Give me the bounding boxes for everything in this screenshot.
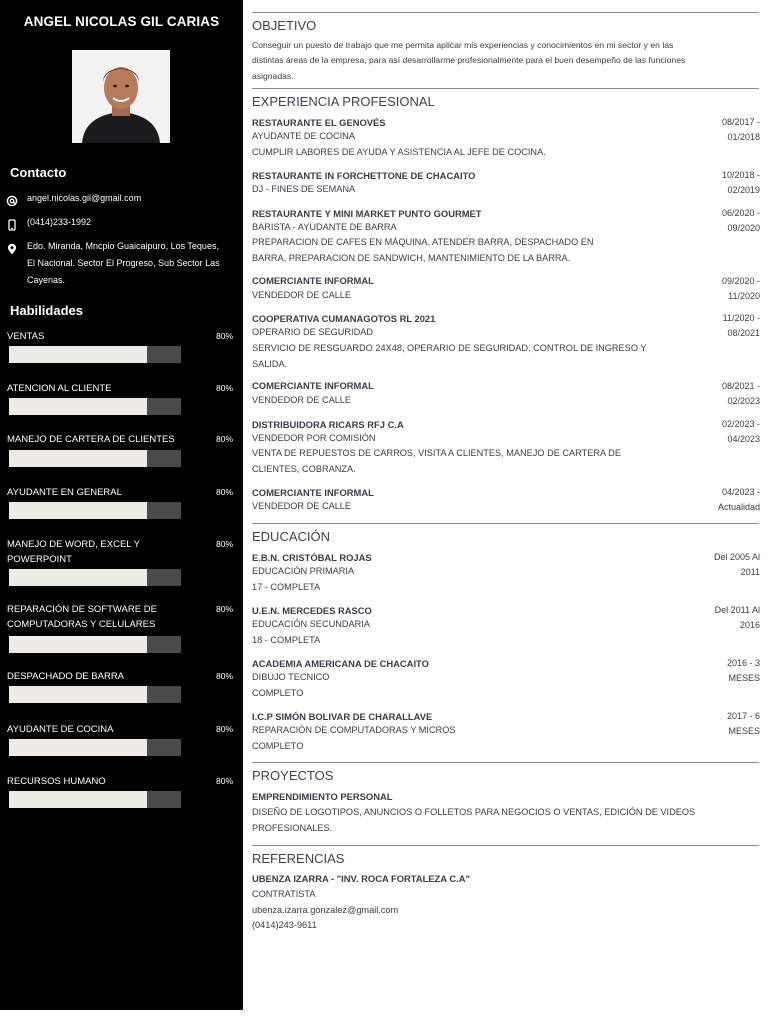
- job-role: BARISTA - AYUDANTE DE BARRA: [252, 222, 397, 232]
- education-school: U.E.N. MERCEDES RASCO: [252, 605, 372, 616]
- contact-phone[interactable]: (0414)233-1992: [27, 217, 92, 227]
- reference-name: UBENZA IZARRA - "INV. ROCA FORTALEZA C.A": [252, 873, 470, 884]
- objective-heading: OBJETIVO: [252, 18, 317, 33]
- education-detail: [252, 564, 692, 595]
- section-divider: [252, 762, 759, 763]
- skill-percent: 80%: [216, 539, 234, 549]
- section-divider: [252, 845, 759, 846]
- skill-percent: 80%: [216, 671, 234, 681]
- skill-label: DESPACHADO DE BARRA: [7, 671, 125, 682]
- skill-bar-fill: [9, 791, 147, 808]
- date-line: 08/2021: [727, 328, 760, 338]
- contact-heading: Contacto: [10, 165, 67, 180]
- text-line: BARRA, PREPARACION DE SANDWICH, MANTENIMIENTO DE LA BARRA.: [252, 252, 571, 263]
- skill-label: ATENCION AL CLIENTE: [7, 383, 112, 394]
- job-dates: [670, 311, 760, 341]
- text-line: PROFESIONALES.: [252, 822, 333, 833]
- job-role: OPERARIO DE SEGURIDAD: [252, 327, 373, 337]
- date-line: 09/2020 -: [721, 276, 760, 286]
- skill-bar: [9, 739, 181, 756]
- job-company: COOPERATIVA CUMANAGOTOS RL 2021: [252, 313, 436, 324]
- text-line: 18 - COMPLETA: [252, 634, 321, 645]
- job-company: COMERCIANTE INFORMAL: [252, 275, 374, 286]
- phone-icon: [6, 218, 18, 230]
- job-role: DJ - FINES DE SEMANA: [252, 184, 356, 194]
- date-line: 2017 - 6: [726, 711, 760, 721]
- job-company: COMERCIANTE INFORMAL: [252, 487, 374, 498]
- job-dates: [670, 115, 760, 145]
- text-line: PREPARACION DE CAFES EN MÁQUINA, ATENDER BARRA, DESPACHADO EN: [252, 237, 594, 247]
- job-role: VENDEDOR DE CALLE: [252, 290, 352, 300]
- education-school: E.B.N. CRISTÓBAL ROJAS: [252, 552, 372, 563]
- job-dates: [670, 168, 760, 198]
- candidate-name: ANGEL NICOLAS GIL CARIAS: [23, 14, 220, 29]
- education-school: ACADEMIA AMERICANA DE CHACAITO: [252, 658, 429, 669]
- education-dates: [670, 550, 760, 580]
- skill-percent: 80%: [216, 331, 234, 341]
- job-dates: [670, 485, 760, 515]
- job-description: CUMPLIR LABORES DE AYUDA Y ASISTENCIA AL JEFE DE COCINA.: [252, 147, 546, 157]
- education-heading: EDUCACIÓN: [252, 529, 331, 544]
- text-line: SALIDA.: [252, 358, 288, 369]
- skill-label: REPARACIÓN DE SOFTWARE DE COMPUTADORAS Y CELULARES: [7, 604, 157, 630]
- location-pin-icon: [6, 242, 18, 254]
- reference-email[interactable]: ubenza.izarra.gonzalez@gmail.com: [252, 905, 399, 915]
- skill-percent: 80%: [216, 487, 234, 497]
- job-description: [252, 341, 692, 372]
- text-line: COMPLETO: [252, 687, 304, 698]
- skill-bar-fill: [9, 398, 147, 415]
- projects-heading: PROYECTOS: [252, 768, 334, 783]
- experience-heading: EXPERIENCIA PROFESIONAL: [252, 94, 435, 109]
- date-line: Del 2005 Al: [713, 552, 760, 562]
- skill-bar-fill: [9, 686, 147, 703]
- skill-label: AYUDANTE DE COCINA: [7, 724, 114, 735]
- section-divider: [252, 88, 759, 89]
- job-company: DISTRIBUIDORA RICARS RFJ C.A: [252, 419, 404, 430]
- date-line: 02/2023: [727, 396, 760, 406]
- job-company: COMERCIANTE INFORMAL: [252, 380, 374, 391]
- skill-label: MANEJO DE CARTERA DE CLIENTES: [7, 434, 175, 445]
- education-dates: [670, 709, 760, 739]
- date-line: Actualidad: [717, 502, 760, 512]
- text-line: SERVICIO DE RESGUARDO 24X48, OPERARIO DE SEGURIDAD, CONTROL DE INGRESO Y: [252, 343, 647, 353]
- text-line: distintas áreas de la empresa, para así desarrollarme profesionalmente para el buen desempeño de las funciones: [252, 55, 686, 66]
- education-detail: [252, 723, 692, 754]
- skill-percent: 80%: [216, 604, 234, 614]
- project-name: EMPRENDIMIENTO PERSONAL: [252, 791, 393, 802]
- skill-label: VENTAS: [7, 331, 45, 342]
- skill-label: MANEJO DE WORD, EXCEL Y POWERPOINT: [7, 539, 140, 565]
- reference-phone[interactable]: (0414)243-9611: [252, 920, 317, 930]
- date-line: 02/2023 -: [721, 419, 760, 429]
- skill-bar-fill: [9, 739, 147, 756]
- skill-bar: [9, 686, 181, 703]
- date-line: 02/2019: [727, 185, 760, 195]
- contact-address: [27, 238, 241, 289]
- job-company: RESTAURANTE IN FORCHETTONE DE CHACAITO: [252, 170, 476, 181]
- section-divider: [252, 12, 759, 13]
- text-line: DIBUJO TECNICO: [252, 672, 330, 682]
- date-line: MESES: [728, 726, 760, 736]
- skill-bar: [9, 346, 181, 363]
- skill-bar: [9, 450, 181, 467]
- skill-percent: 80%: [216, 383, 234, 393]
- text-line: REPARACIÓN DE COMPUTADORAS Y MICROS: [252, 725, 456, 735]
- education-school: I.C.P SIMÓN BOLIVAR DE CHARALLAVE: [252, 711, 433, 722]
- date-line: 2011: [740, 567, 760, 577]
- text-line: Conseguir un puesto de trabajo que me permita aplicar mis experiencias y conocimientos en mi sector y en las: [252, 40, 674, 50]
- job-dates: [670, 274, 760, 304]
- job-company: RESTAURANTE EL GENOVÉS: [252, 117, 386, 128]
- education-detail: [252, 670, 692, 701]
- at-sign-icon: [6, 194, 18, 206]
- job-dates: [670, 206, 760, 236]
- education-dates: [670, 656, 760, 686]
- address-line: Cayenas.: [27, 275, 66, 285]
- skill-percent: 80%: [216, 434, 234, 444]
- address-line: El Nacional. Sector El Progreso, Sub Sector Las: [27, 258, 220, 268]
- date-line: 01/2018: [727, 132, 760, 142]
- date-line: 10/2018 -: [721, 170, 760, 180]
- skill-bar-fill: [9, 346, 147, 363]
- skill-bar: [9, 569, 181, 586]
- skill-bar-fill: [9, 569, 147, 586]
- skill-label: AYUDANTE EN GENERAL: [7, 487, 122, 498]
- skill-percent: 80%: [216, 724, 234, 734]
- date-line: MESES: [728, 673, 760, 683]
- job-description: [252, 446, 692, 477]
- date-line: 2016 - 3: [726, 658, 760, 668]
- date-line: 09/2020: [727, 223, 760, 233]
- text-line: EDUCACIÓN SECUNDARIA: [252, 619, 370, 629]
- objective-text: [252, 38, 757, 84]
- date-line: 08/2017 -: [721, 117, 760, 127]
- job-company: RESTAURANTE Y MINI MARKET PUNTO GOURMET: [252, 208, 482, 219]
- skills-heading: Habilidades: [10, 303, 83, 318]
- text-line: CLIENTES, COBRANZA.: [252, 463, 356, 474]
- text-line: VENTA DE REPUESTOS DE CARROS, VISITA A CLIENTES, MANEJO DE CARTERA DE: [252, 448, 621, 458]
- job-dates: [670, 379, 760, 409]
- address-line: Edo. Miranda, Mncpio Guaicaipuro, Los Teques,: [27, 241, 219, 251]
- date-line: 11/2020: [728, 291, 760, 301]
- skill-percent: 80%: [216, 776, 234, 786]
- skill-bar: [9, 502, 181, 519]
- skill-bar-fill: [9, 636, 147, 653]
- skill-label: RECURSOS HUMANO: [7, 776, 106, 787]
- job-role: AYUDANTE DE COCINA: [252, 131, 355, 141]
- job-dates: [670, 417, 760, 447]
- sidebar: [0, 0, 243, 1010]
- reference-role: CONTRATISTA: [252, 889, 316, 899]
- date-line: 08/2021 -: [721, 381, 760, 391]
- skill-bar: [9, 636, 181, 653]
- date-line: 04/2023 -: [721, 487, 760, 497]
- job-role: VENDEDOR DE CALLE: [252, 395, 352, 405]
- profile-photo: [72, 50, 170, 143]
- text-line: COMPLETO: [252, 740, 304, 751]
- job-role: VENDEDOR POR COMISIÓN: [252, 433, 376, 443]
- date-line: 11/2020 -: [722, 313, 760, 323]
- education-detail: [252, 617, 692, 648]
- contact-email[interactable]: angel.nicolas.gil@gmail.com: [27, 193, 142, 203]
- date-line: 06/2020 -: [721, 208, 760, 218]
- skill-bar-fill: [9, 450, 147, 467]
- text-line: DISEÑO DE LOGOTIPOS, ANUNCIOS O FOLLETOS PARA NEGOCIOS O VENTAS, EDICIÓN DE VIDEOS: [252, 807, 696, 817]
- skill-bar-fill: [9, 502, 147, 519]
- text-line: asignadas.: [252, 70, 294, 81]
- education-dates: [670, 603, 760, 633]
- date-line: 04/2023: [727, 434, 760, 444]
- skill-bar: [9, 791, 181, 808]
- job-description: [252, 235, 692, 266]
- project-description: [252, 805, 752, 836]
- text-line: EDUCACIÓN PRIMARIA: [252, 566, 355, 576]
- date-line: Del 2011 Al: [714, 605, 760, 615]
- references-heading: REFERENCIAS: [252, 851, 345, 866]
- section-divider: [252, 523, 759, 524]
- job-role: VENDEDOR DE CALLE: [252, 501, 352, 511]
- skill-bar: [9, 398, 181, 415]
- text-line: 17 - COMPLETA: [252, 581, 321, 592]
- date-line: 2016: [739, 620, 760, 630]
